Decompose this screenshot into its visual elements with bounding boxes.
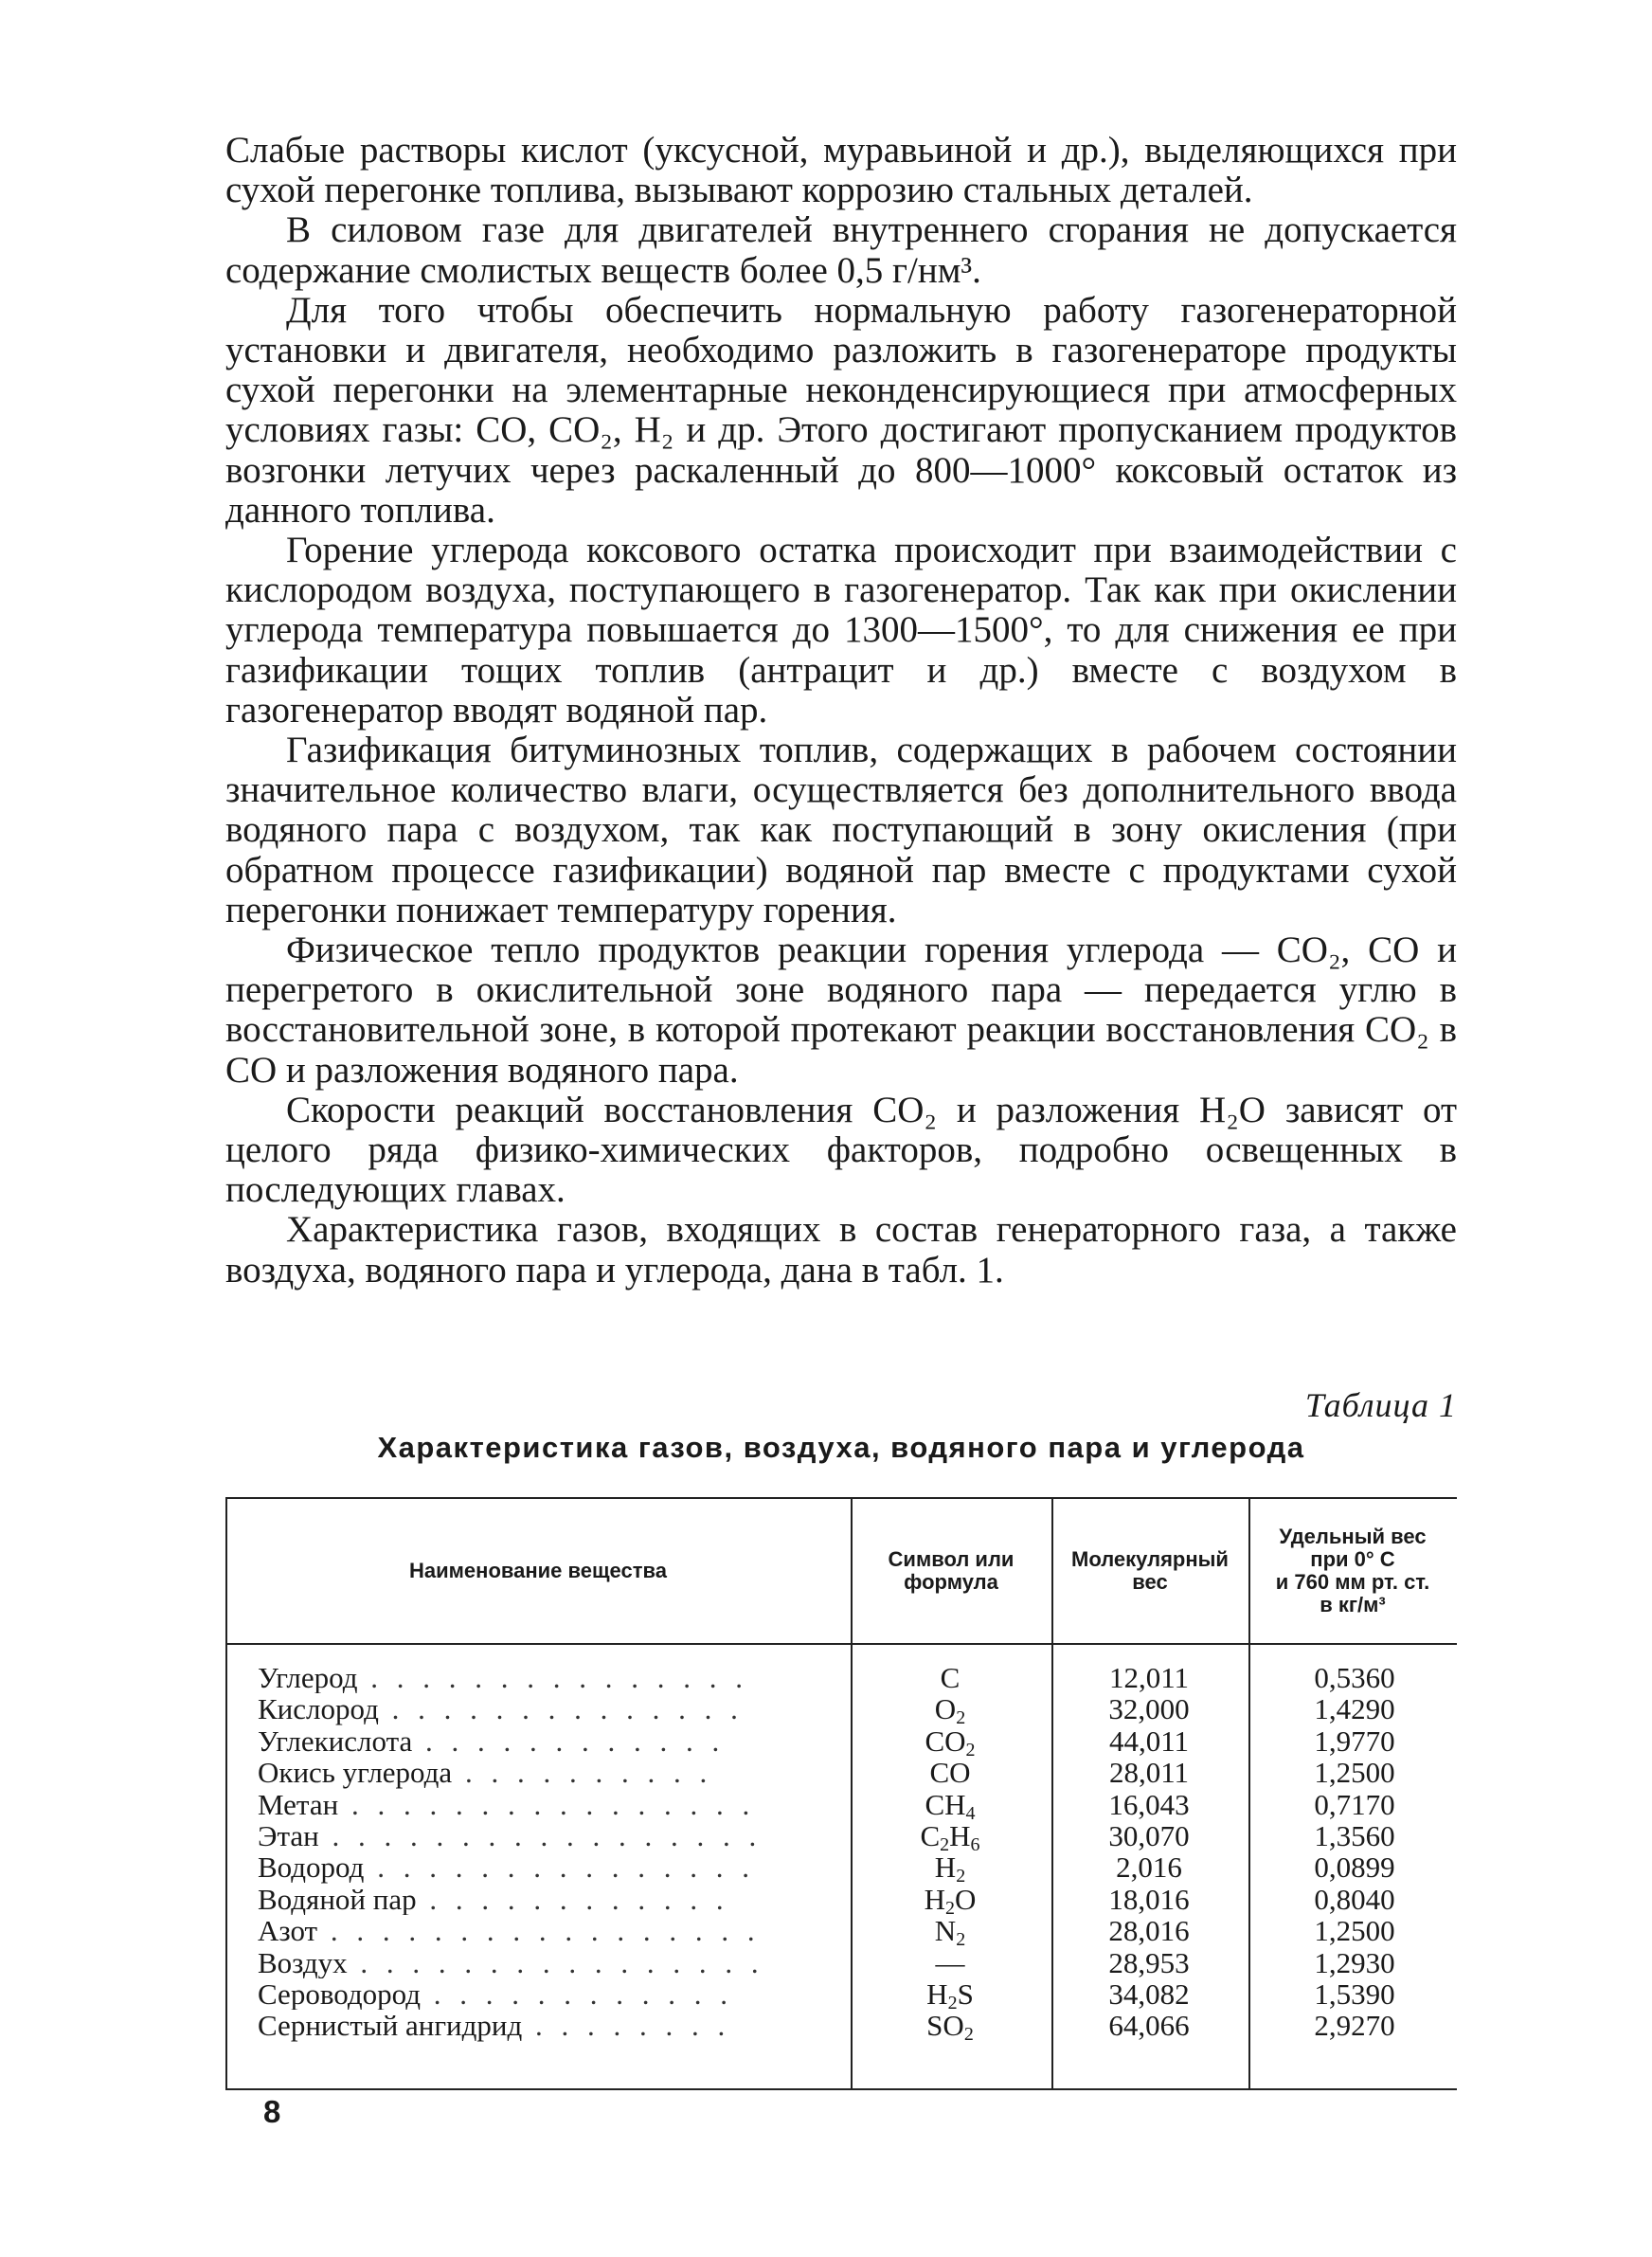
specific-weight: 1,9770 [1314,1724,1395,1758]
leader-dots: . . . . . . . . . . . . . . . . . [317,1915,761,1947]
formula [851,1662,1050,1693]
molecular-weight: 2,016 [1116,1851,1182,1885]
formula-subscript: 2 [965,1739,976,1760]
substance-label: Сероводород [258,1977,421,2011]
formula-subscript: 2 [940,1833,950,1855]
specific-weight: 1,3560 [1314,1818,1395,1852]
leader-dots: . . . . . . . . . . . . . . [378,1693,744,1725]
paragraph: Горение углерода коксового остатка происходит при взаимодействии с кислородом воздуха, поступающего в газогенератор. Так как при окислении углерода температура повышается до 1300—1500°, то для снижения ее при газификации тощих топлив (антрацит и др.) вместе с воздухом в газогенератор вводят водяной пар. [225,530,1457,731]
molecular-weight: 44,011 [1108,1724,1190,1758]
table-row [225,1692,1457,1729]
leader-dots: . . . . . . . . . . [452,1757,713,1789]
table-body [225,1661,1457,2046]
molecular-weight: 28,011 [1108,1756,1190,1790]
formula [851,1818,1050,1855]
formula [851,1692,1050,1729]
substance-label: Азот [258,1915,318,1947]
specific-weight: 0,8040 [1314,1882,1395,1916]
header-line: и 760 мм рт. ст. [1275,1570,1430,1594]
formula-subscript: 2 [947,1992,958,2013]
page-number: 8 [263,2094,281,2129]
specific-weight: 1,2930 [1314,1945,1395,1979]
table-row [225,1914,1457,1951]
header-formula: Символ или формула [888,1547,1015,1594]
header-name: Наименование вещества [409,1559,667,1582]
paragraph: Характеристика газов, входящих в состав генераторного газа, а также воздуха, водяного пара и углерода, дана в табл. 1. [225,1209,1457,1291]
formula-subscript: 2 [963,2024,974,2046]
specific-weight: 0,0899 [1314,1851,1395,1885]
formula-subscript: 2 [956,1707,966,1729]
molecular-weight: 12,011 [1108,1661,1190,1694]
table-row [225,1757,1457,1788]
substance-label: Водород [258,1851,365,1884]
leader-dots: . . . . . . . . . . . . . . . . [347,1946,764,1978]
formula-part: H [924,1882,945,1916]
table-row [225,1818,1457,1855]
molecular-weight: 18,016 [1108,1882,1190,1916]
formula [851,1914,1050,1951]
molecular-weight: 32,000 [1108,1692,1190,1726]
formula-subscript: 2 [956,1866,966,1887]
paragraph: Скорости реакций восстановления СО₂ и разложения Н₂О зависят от целого ряда физико-химических факторов, подробно освещенных в последующих главах. [225,1089,1457,1211]
table-row [225,1851,1457,1887]
substance-label: Сернистый ангидрид [258,2010,523,2042]
substance-label: Углекислота [258,1724,413,1758]
substance-label: Кислород [258,1693,379,1725]
formula-part: C [940,1661,961,1694]
table-number: Таблица 1 [1304,1386,1457,1424]
formula [851,1757,1050,1788]
formula-part: — [935,1945,965,1979]
header-rule [225,1643,1457,1645]
table-title: Характеристика газов, воздуха, водяного пара и углерода [377,1431,1305,1464]
formula-part: SO [926,2009,964,2043]
molecular-weight: 28,953 [1108,1945,1190,1979]
header-line: Удельный вес [1279,1525,1427,1548]
formula-subscript: 4 [965,1802,976,1824]
leader-dots: . . . . . . . . [522,2010,731,2042]
formula-part: S [957,1977,974,2011]
specific-weight: 1,5390 [1314,1977,1395,2011]
formula [851,1882,1050,1919]
table-row [225,1662,1457,1693]
formula-subscript: 6 [970,1833,980,1855]
formula-subscript: 2 [945,1897,955,1919]
leader-dots: . . . . . . . . . . . . . . . [357,1662,748,1694]
table-row [225,2009,1457,2046]
formula [851,1947,1050,1978]
formula-part: O [955,1882,977,1916]
formula [851,2009,1050,2046]
substance-label: Воздух [258,1946,348,1978]
header-line: в кг/м³ [1320,1593,1386,1616]
formula-part: C [920,1818,941,1852]
table-row [225,1724,1457,1760]
molecular-weight: 34,082 [1108,1977,1190,2011]
substance-label: Окись углерода [258,1757,453,1789]
table-row [225,1787,1457,1824]
specific-weight: 0,5360 [1314,1661,1395,1694]
specific-weight: 1,4290 [1314,1692,1395,1726]
formula-subscript: 2 [956,1929,966,1951]
specific-weight: 1,2500 [1314,1914,1395,1948]
molecular-weight: 16,043 [1108,1787,1190,1821]
formula-part: N [934,1914,957,1948]
paragraph: Газификация битуминозных топлив, содержащих в рабочем состоянии значительное количество влаги, осуществляется без дополнительного ввода водяного пара с воздухом, так как поступающий в зону окисления (при обратном процессе газификации) водяной пар вместе с продуктами сухой перегонки понижает температуру горения. [225,730,1457,930]
header-line: при 0° С [1310,1547,1395,1571]
formula [851,1977,1050,2013]
data-table [225,1497,1457,2090]
leader-dots: . . . . . . . . . . . . . . . . . [318,1819,763,1852]
formula-part: CO [929,1756,971,1790]
formula-part: O [934,1692,957,1726]
paragraph: Слабые растворы кислот (уксусной, муравьиной и др.), выделяющихся при сухой перегонке топлива, вызывают коррозию стальных деталей. [225,130,1457,211]
specific-weight: 1,2500 [1314,1756,1395,1790]
formula-part: H [926,1977,948,2011]
molecular-weight: 64,066 [1108,2009,1190,2043]
formula [851,1724,1050,1760]
leader-dots: . . . . . . . . . . . . . . . . [338,1788,756,1820]
table-row [225,1977,1457,2013]
header-molecular-weight: Молекулярный вес [1071,1547,1229,1594]
substance-label: Водяной пар [258,1883,417,1916]
formula [851,1787,1050,1824]
header-specific-weight [1248,1499,1457,1643]
leader-dots: . . . . . . . . . . . . [421,1977,733,2011]
specific-weight: 0,7170 [1314,1787,1395,1821]
leader-dots: . . . . . . . . . . . . . . . [364,1851,755,1884]
molecular-weight: 30,070 [1108,1818,1190,1852]
substance-label: Углерод [258,1662,358,1694]
paragraph: В силовом газе для двигателей внутреннего сгорания не допускается содержание смолистых веществ более 0,5 г/нм³. [225,209,1457,291]
leader-dots: . . . . . . . . . . . . [416,1883,729,1916]
formula-part: CH [925,1787,966,1821]
formula-part: CO [925,1724,966,1758]
body-text [225,131,1457,1291]
formula [851,1851,1050,1887]
formula-part: H [934,1851,957,1885]
molecular-weight: 28,016 [1108,1914,1190,1948]
paragraph: Физическое тепло продуктов реакции горения углерода — СО₂, СО и перегретого в окислительной зоне водяного пара — передается углю в восстановительной зоне, в которой протекают реакции восстановления СО₂ в СО и разложения водяного пара. [225,930,1457,1091]
table-row [225,1947,1457,1978]
substance-label: Этан [258,1819,319,1852]
leader-dots: . . . . . . . . . . . . [412,1724,726,1758]
formula-part: H [949,1818,971,1852]
table-row [225,1882,1457,1919]
paragraph: Для того чтобы обеспечить нормальную работу газогенераторной установки и двигателя, необходимо разложить в газогенераторе продукты сухой перегонки на элементарные неконденсирующиеся при атмосферных условиях газы: СО, СО₂, Н₂ и др. Этого достигают пропусканием продуктов возгонки летучих через раскаленный до 800—1000° коксовый остаток из данного топлива. [225,289,1457,531]
specific-weight: 2,9270 [1314,2009,1395,2043]
substance-label: Метан [258,1788,339,1820]
